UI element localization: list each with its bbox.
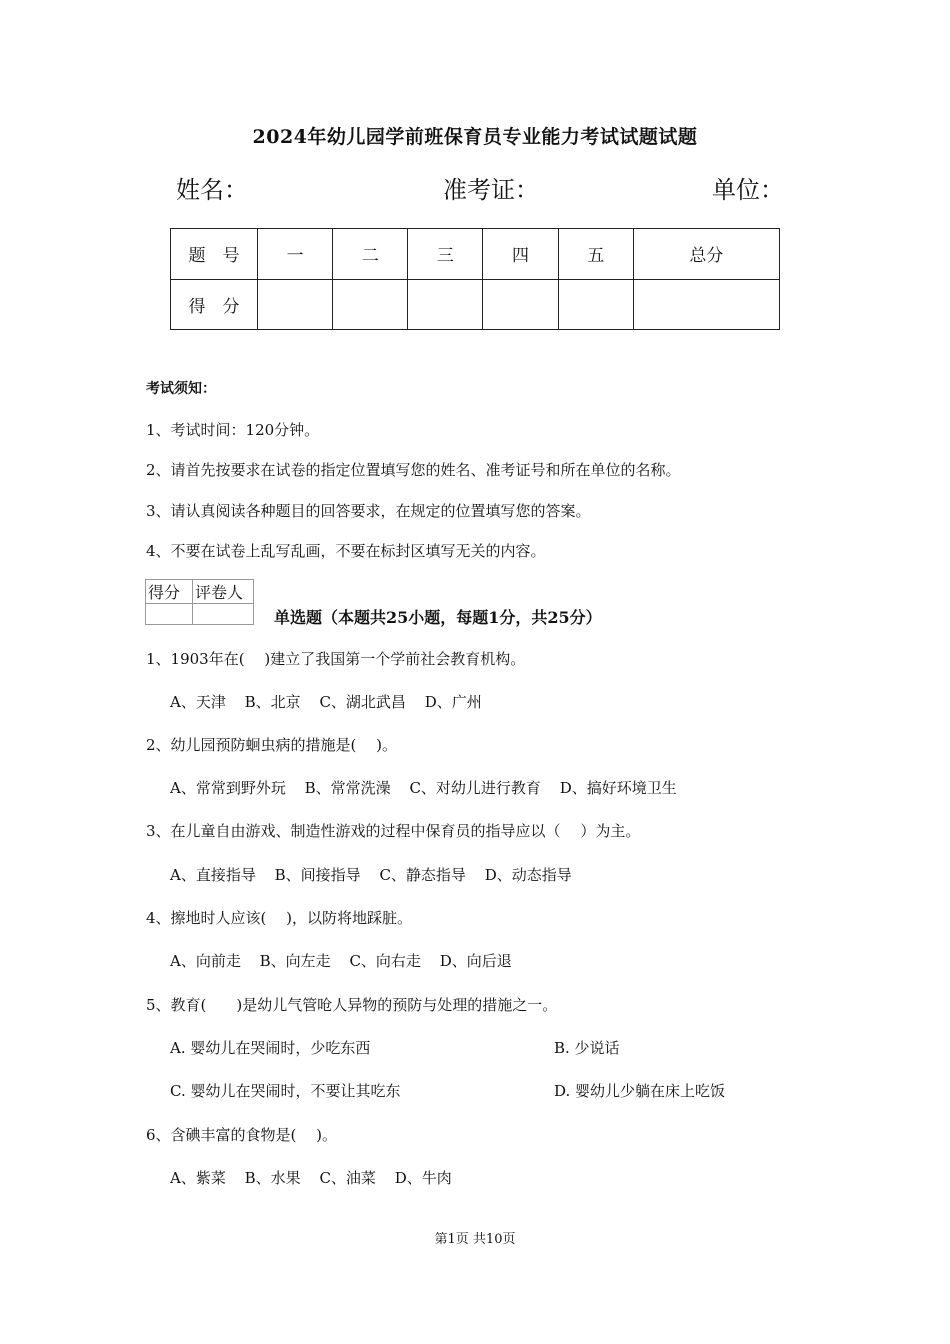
option[interactable]: A、天津 [170,693,226,711]
option[interactable]: C. 婴幼儿在哭闹时，不要让其吃东 [170,1082,401,1100]
option[interactable]: D、广州 [424,693,482,711]
question-text: 3、在儿童自由游戏、制造性游戏的过程中保育员的指导应以（ ）为主。 [146,822,641,840]
question-options [170,950,526,971]
option[interactable]: B、向左走 [259,952,331,970]
score-cell[interactable] [258,279,333,330]
score-table-header-cell: 总分 [633,229,779,280]
notice-item: 1、考试时间：120分钟。 [146,421,320,439]
option[interactable]: D、牛肉 [394,1169,452,1187]
option[interactable]: B. 少说话 [554,1039,620,1057]
option[interactable]: B、水果 [244,1169,301,1187]
option[interactable]: D. 婴幼儿少躺在床上吃饭 [554,1082,726,1100]
option[interactable]: D、动态指导 [484,866,572,884]
option[interactable]: B、常常洗澡 [304,779,391,797]
question-text: 6、含碘丰富的食物是( )。 [146,1126,338,1144]
question-options [170,777,691,798]
score-row-label: 得 分 [171,279,258,330]
score-table-header-cell: 五 [558,229,633,280]
question-options [170,691,496,712]
unit-field-label: 单位： [712,176,784,204]
option[interactable]: C、向右走 [349,952,421,970]
score-cell[interactable] [483,279,558,330]
question-text: 1、1903年在( )建立了我国第一个学前社会教育机构。 [146,650,526,668]
page-title: 2024年幼儿园学前班保育员专业能力考试试题试题 [252,126,698,148]
grader-reviewer-cell[interactable] [193,604,254,625]
score-table-header-cell: 题 号 [171,229,258,280]
score-cell[interactable] [633,279,779,330]
question-text: 4、擦地时人应该( )，以防将地踩脏。 [146,909,413,927]
option[interactable]: A、紫菜 [170,1169,226,1187]
option[interactable]: A. 婴幼儿在哭闹时，少吃东西 [170,1039,371,1057]
page-footer: 第1页 共10页 [434,1232,516,1247]
grader-score-label: 得分 [146,580,193,604]
question-text: 5、教育( )是幼儿气管呛人异物的预防与处理的措施之一。 [146,996,558,1014]
option[interactable]: A、向前走 [170,952,241,970]
notice-item: 4、不要在试卷上乱写乱画，不要在标封区填写无关的内容。 [146,542,546,560]
grader-reviewer-label: 评卷人 [193,580,254,604]
question-options [170,1167,466,1188]
score-cell[interactable] [408,279,483,330]
score-table-header-cell: 二 [333,229,408,280]
notice-item: 2、请首先按要求在试卷的指定位置填写您的姓名、准考证号和所在单位的名称。 [146,461,681,479]
option[interactable]: C、静态指导 [379,866,466,884]
grader-box [145,579,254,625]
section-title: 单选题（本题共25小题，每题1分，共25分） [274,608,602,627]
score-table [170,228,780,330]
score-table-header-row [171,229,780,280]
score-table-header-cell: 一 [258,229,333,280]
option[interactable]: D、向后退 [439,952,512,970]
question-text: 2、幼儿园预防蛔虫病的措施是( )。 [146,736,398,754]
option[interactable]: C、对幼儿进行教育 [409,779,541,797]
notice-item: 3、请认真阅读各种题目的回答要求，在规定的位置填写您的答案。 [146,502,591,520]
option[interactable]: B、间接指导 [274,866,361,884]
grader-score-cell[interactable] [146,604,193,625]
option[interactable]: B、北京 [244,693,301,711]
name-field-label: 姓名： [176,176,248,204]
score-table-header-cell: 三 [408,229,483,280]
notice-heading: 考试须知： [146,381,216,397]
score-table-header-cell: 四 [483,229,558,280]
option[interactable]: A、常常到野外玩 [170,779,286,797]
score-cell[interactable] [333,279,408,330]
score-table-score-row [171,279,780,330]
question-options [170,864,586,885]
score-cell[interactable] [558,279,633,330]
option[interactable]: C、油菜 [319,1169,376,1187]
option[interactable]: A、直接指导 [170,866,256,884]
exam-id-field-label: 准考证： [443,176,539,204]
option[interactable]: C、湖北武昌 [319,693,406,711]
option[interactable]: D、搞好环境卫生 [559,779,677,797]
